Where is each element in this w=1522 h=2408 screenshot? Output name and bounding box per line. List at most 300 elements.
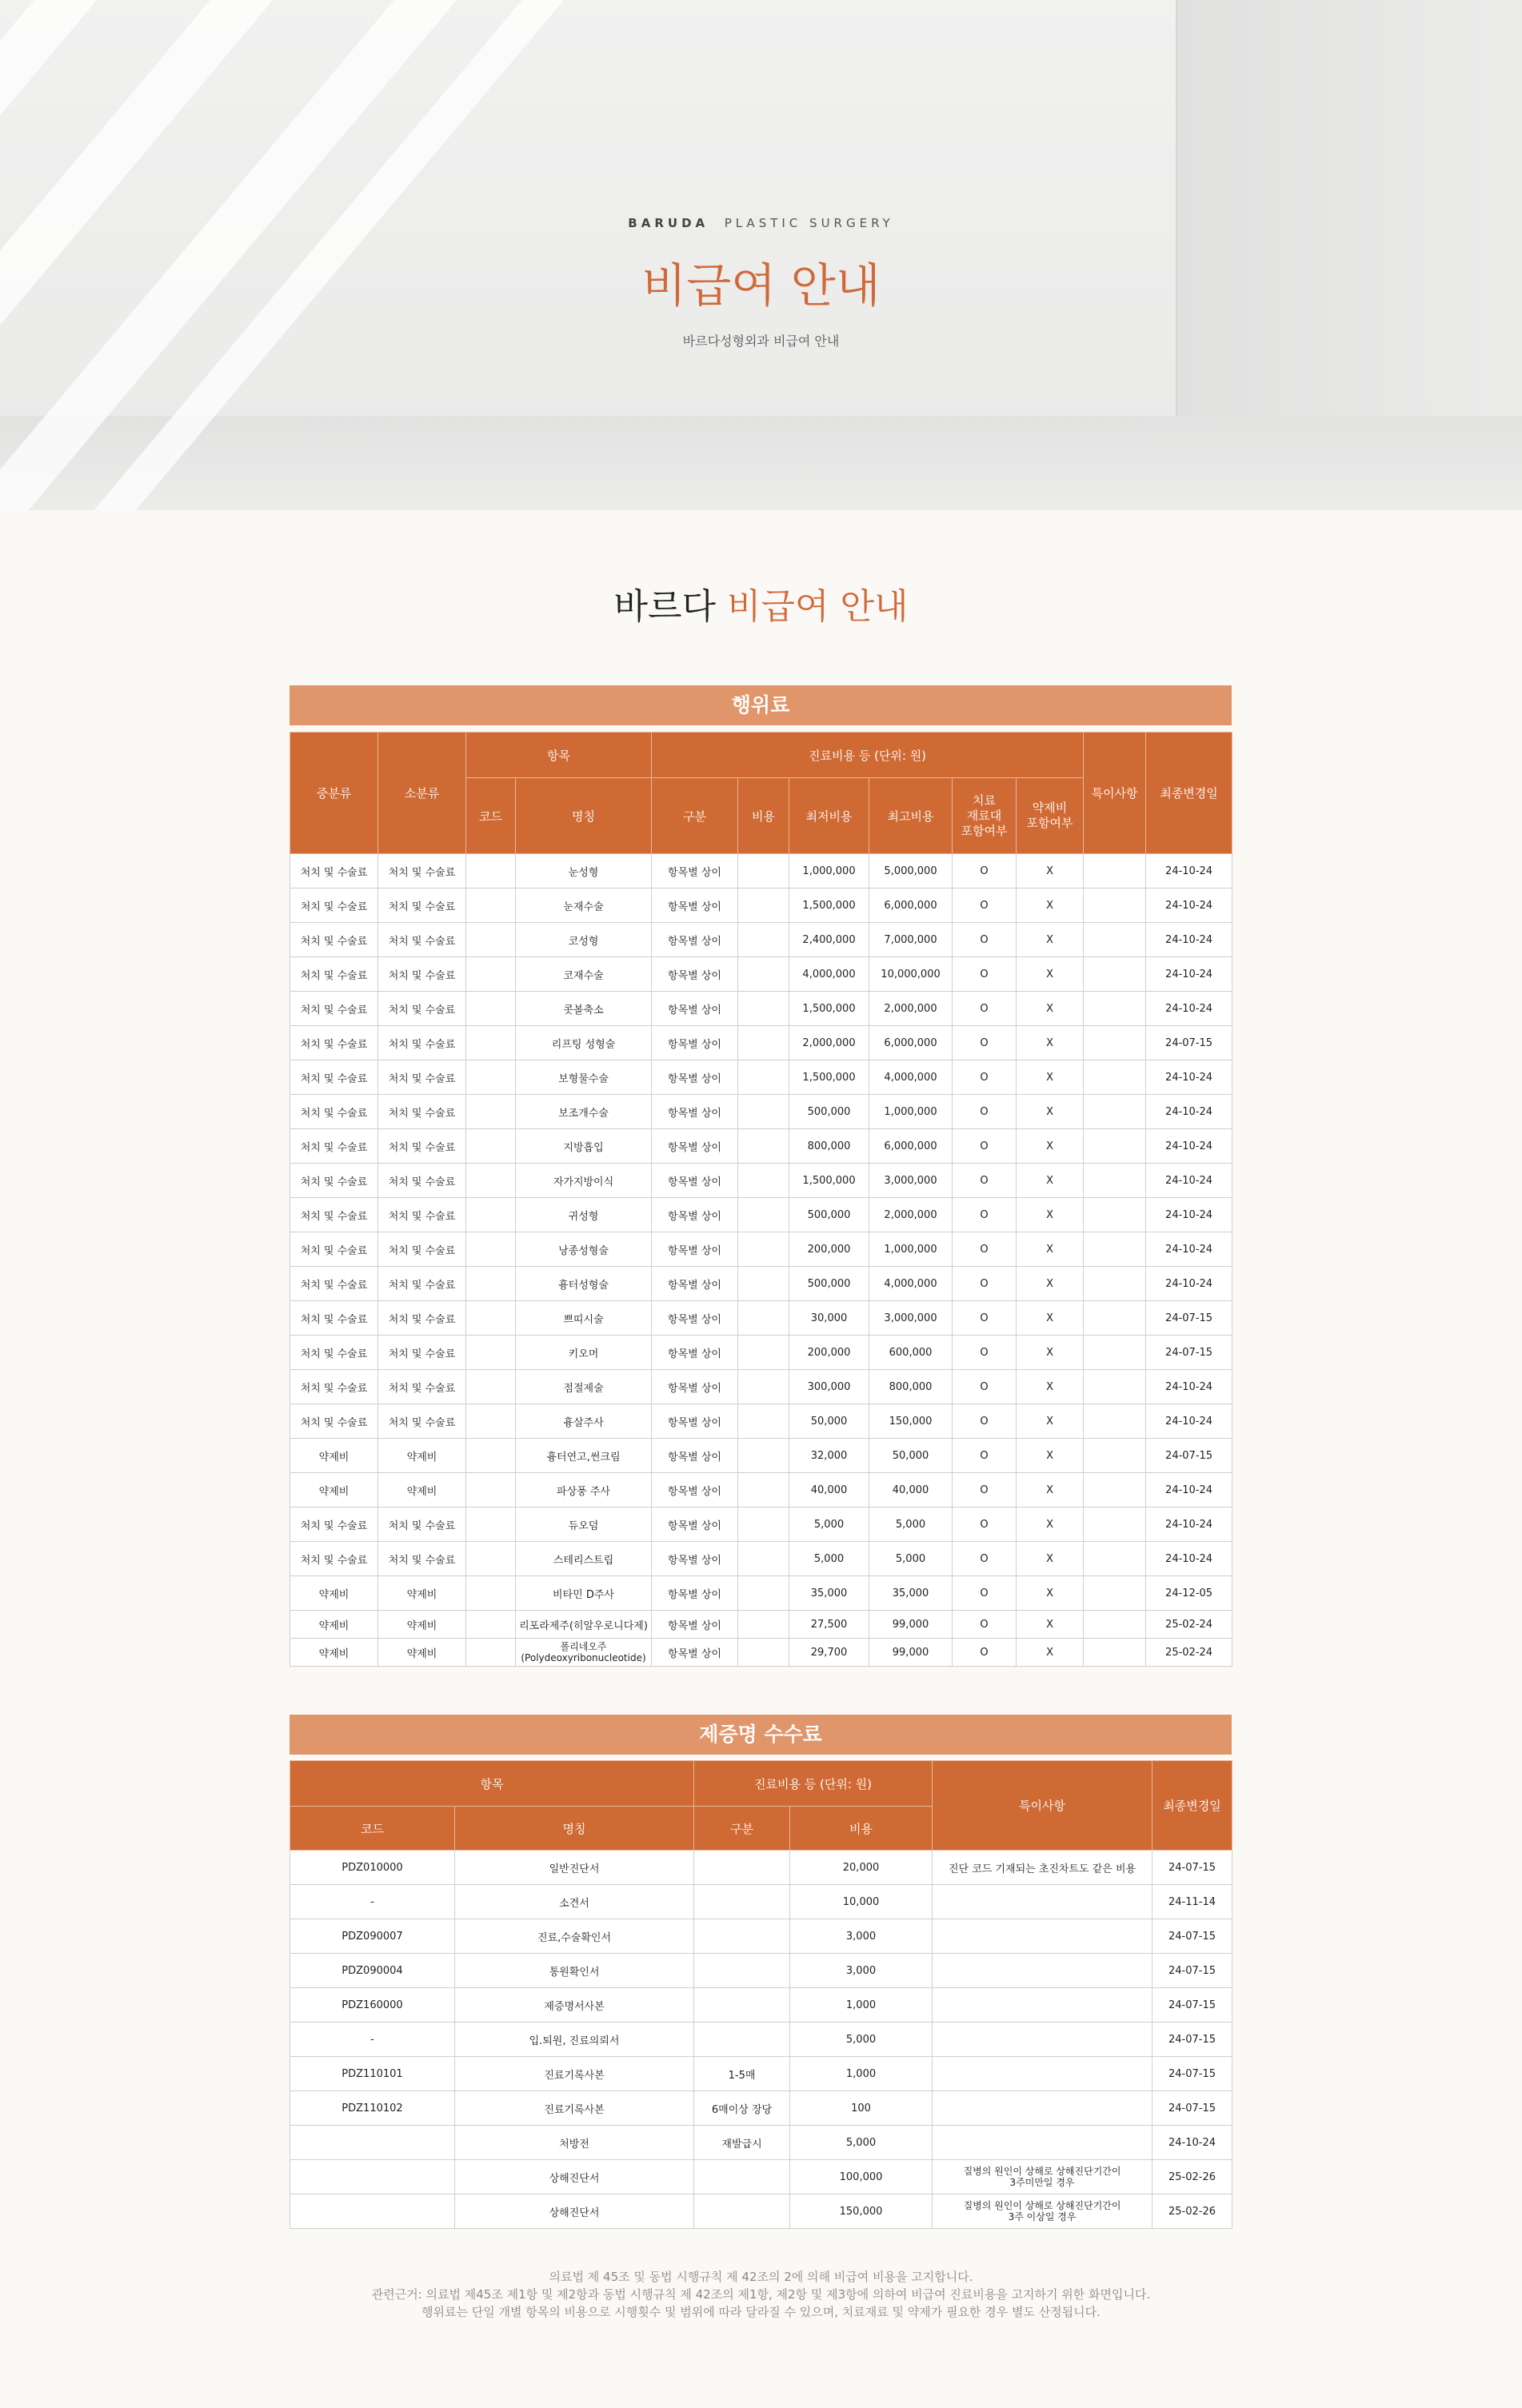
cell-division: 항목별 상이 <box>652 1404 738 1439</box>
cell-sub-category: 처치 및 수술료 <box>378 1336 466 1370</box>
cell-drug: X <box>1017 1576 1084 1611</box>
cell-min-cost: 5,000 <box>789 1507 869 1542</box>
cell-sub-category: 처치 및 수술료 <box>378 889 466 923</box>
cell-division: 항목별 상이 <box>652 1336 738 1370</box>
cell-sub-category: 처치 및 수술료 <box>378 1542 466 1576</box>
cell-sub-category: 처치 및 수술료 <box>378 992 466 1026</box>
table-row <box>290 2126 1232 2160</box>
cell-updated: 24-07-15 <box>1152 2091 1232 2126</box>
cell-name: 상해진단서 <box>455 2160 694 2194</box>
cell-division: 항목별 상이 <box>652 1267 738 1301</box>
header-drug: 약제비 포함여부 <box>1017 778 1084 854</box>
cell-cost <box>738 1507 789 1542</box>
cell-division <box>694 1988 790 2023</box>
cell-drug: X <box>1017 1639 1084 1667</box>
cell-division: 항목별 상이 <box>652 957 738 992</box>
cell-updated: 24-10-24 <box>1146 1473 1232 1507</box>
cell-updated: 24-10-24 <box>1146 1232 1232 1267</box>
cell-material: O <box>953 1026 1017 1060</box>
cell-updated: 25-02-24 <box>1146 1639 1232 1667</box>
cell-max-cost: 50,000 <box>869 1439 953 1473</box>
cell-material: O <box>953 1301 1017 1336</box>
hero-banner <box>0 0 1522 510</box>
cell-name: 제증명서사본 <box>455 1988 694 2023</box>
cell-updated: 24-10-24 <box>1146 889 1232 923</box>
header-item: 항목 <box>290 1761 694 1807</box>
cell-special: 진단 코드 기재되는 초진차트도 같은 비용 <box>933 1851 1152 1885</box>
header-code: 코드 <box>466 778 516 854</box>
header-division: 구분 <box>652 778 738 854</box>
cell-division: 항목별 상이 <box>652 1542 738 1576</box>
cell-drug: X <box>1017 1404 1084 1439</box>
cell-name: 점절제술 <box>516 1370 652 1404</box>
cell-division <box>694 2023 790 2057</box>
cell-code: PDZ010000 <box>290 1851 455 1885</box>
cell-updated: 24-07-15 <box>1146 1026 1232 1060</box>
cell-code <box>466 854 516 889</box>
cell-name: 코재수술 <box>516 957 652 992</box>
cell-division <box>694 1885 790 1919</box>
cell-updated: 24-10-24 <box>1146 957 1232 992</box>
cell-drug: X <box>1017 1164 1084 1198</box>
header-name: 명칭 <box>516 778 652 854</box>
cell-cost <box>738 1611 789 1639</box>
cell-code <box>466 889 516 923</box>
cell-material: O <box>953 923 1017 957</box>
cell-code <box>466 1576 516 1611</box>
cell-division: 항목별 상이 <box>652 889 738 923</box>
header-sub-category: 소분류 <box>378 733 466 854</box>
cell-special <box>933 2023 1152 2057</box>
cell-min-cost: 4,000,000 <box>789 957 869 992</box>
table-row <box>290 2057 1232 2091</box>
cell-division: 항목별 상이 <box>652 1507 738 1542</box>
cell-min-cost: 27,500 <box>789 1611 869 1639</box>
cell-cost <box>738 1542 789 1576</box>
cell-division: 항목별 상이 <box>652 1576 738 1611</box>
cell-cost: 5,000 <box>790 2126 933 2160</box>
cell-special <box>933 1885 1152 1919</box>
cell-mid-category: 처치 및 수술료 <box>290 1232 378 1267</box>
cell-division: 항목별 상이 <box>652 1095 738 1129</box>
cell-name: 리포라제주(히알우로니다제) <box>516 1611 652 1639</box>
cell-material: O <box>953 1507 1017 1542</box>
cell-cost: 1,000 <box>790 2057 933 2091</box>
table-row <box>290 2160 1232 2194</box>
cell-max-cost: 7,000,000 <box>869 923 953 957</box>
cell-sub-category: 처치 및 수술료 <box>378 1232 466 1267</box>
cell-cost <box>738 1439 789 1473</box>
cell-cost <box>738 1639 789 1667</box>
cell-sub-category: 약제비 <box>378 1439 466 1473</box>
table-row <box>290 1164 1232 1198</box>
header-min-cost: 최저비용 <box>789 778 869 854</box>
table-row <box>290 1439 1232 1473</box>
header-division: 구분 <box>694 1807 790 1851</box>
cell-name: 보형물수술 <box>516 1060 652 1095</box>
cell-code: PDZ110101 <box>290 2057 455 2091</box>
header-cost-group: 진료비용 등 (단위: 원) <box>694 1761 933 1807</box>
cell-sub-category: 처치 및 수술료 <box>378 1267 466 1301</box>
fees-table-title: 행위료 <box>290 685 1232 725</box>
cell-max-cost: 800,000 <box>869 1370 953 1404</box>
header-name: 명칭 <box>455 1807 694 1851</box>
table-row <box>290 1129 1232 1164</box>
cell-special <box>1084 1232 1146 1267</box>
cell-division: 항목별 상이 <box>652 1370 738 1404</box>
cell-cost <box>738 923 789 957</box>
cell-cost: 150,000 <box>790 2194 933 2229</box>
table-row <box>290 1954 1232 1988</box>
cell-drug: X <box>1017 1370 1084 1404</box>
cell-mid-category: 처치 및 수술료 <box>290 1164 378 1198</box>
cell-sub-category: 약제비 <box>378 1639 466 1667</box>
cell-sub-category: 처치 및 수술료 <box>378 1060 466 1095</box>
cell-special <box>1084 1301 1146 1336</box>
header-max-cost: 최고비용 <box>869 778 953 854</box>
cell-updated: 24-07-15 <box>1152 1988 1232 2023</box>
cell-cost <box>738 1129 789 1164</box>
cell-updated: 24-07-15 <box>1146 1301 1232 1336</box>
cell-code <box>290 2126 455 2160</box>
cell-min-cost: 29,700 <box>789 1639 869 1667</box>
table-row <box>290 1576 1232 1611</box>
cell-sub-category: 약제비 <box>378 1611 466 1639</box>
cell-special <box>1084 1129 1146 1164</box>
cell-division: 항목별 상이 <box>652 1439 738 1473</box>
cell-updated: 24-10-24 <box>1146 1507 1232 1542</box>
cell-division: 항목별 상이 <box>652 1026 738 1060</box>
cell-name: 보조개수술 <box>516 1095 652 1129</box>
cell-cost: 20,000 <box>790 1851 933 1885</box>
cell-mid-category: 처치 및 수술료 <box>290 1129 378 1164</box>
cell-max-cost: 35,000 <box>869 1576 953 1611</box>
header-material: 치료 재료대 포함여부 <box>953 778 1017 854</box>
cell-division: 항목별 상이 <box>652 1129 738 1164</box>
cell-drug: X <box>1017 1507 1084 1542</box>
cell-mid-category: 처치 및 수술료 <box>290 1370 378 1404</box>
cell-name: 비타민 D주사 <box>516 1576 652 1611</box>
cell-min-cost: 300,000 <box>789 1370 869 1404</box>
cell-drug: X <box>1017 992 1084 1026</box>
cell-updated: 24-10-24 <box>1152 2126 1232 2160</box>
cell-sub-category: 처치 및 수술료 <box>378 1507 466 1542</box>
cell-cost <box>738 1198 789 1232</box>
cell-cost <box>738 957 789 992</box>
table-row <box>290 1404 1232 1439</box>
cell-code <box>466 1026 516 1060</box>
cell-mid-category: 처치 및 수술료 <box>290 992 378 1026</box>
cell-updated: 24-10-24 <box>1146 1198 1232 1232</box>
cell-material: O <box>953 1404 1017 1439</box>
cell-drug: X <box>1017 854 1084 889</box>
table-row <box>290 1851 1232 1885</box>
cell-division <box>694 1919 790 1954</box>
cell-min-cost: 1,500,000 <box>789 889 869 923</box>
cell-sub-category: 약제비 <box>378 1576 466 1611</box>
cell-code <box>466 1336 516 1370</box>
cell-min-cost: 500,000 <box>789 1198 869 1232</box>
cell-name: 진료,수술확인서 <box>455 1919 694 1954</box>
cell-material: O <box>953 1611 1017 1639</box>
cell-material: O <box>953 1542 1017 1576</box>
cell-min-cost: 5,000 <box>789 1542 869 1576</box>
cell-max-cost: 5,000 <box>869 1507 953 1542</box>
cell-name: 입.퇴원, 진료의뢰서 <box>455 2023 694 2057</box>
cell-min-cost: 35,000 <box>789 1576 869 1611</box>
cell-name: 낭종성형술 <box>516 1232 652 1267</box>
cell-division: 항목별 상이 <box>652 1198 738 1232</box>
table-row <box>290 854 1232 889</box>
cell-min-cost: 1,500,000 <box>789 1060 869 1095</box>
cell-min-cost: 2,400,000 <box>789 923 869 957</box>
cell-material: O <box>953 1095 1017 1129</box>
cell-special <box>933 2091 1152 2126</box>
cell-name: 진료기록사본 <box>455 2057 694 2091</box>
table-row <box>290 1507 1232 1542</box>
cell-material: O <box>953 1129 1017 1164</box>
header-item: 항목 <box>466 733 652 778</box>
cell-special <box>933 2126 1152 2160</box>
cell-name: 처방전 <box>455 2126 694 2160</box>
cell-division <box>694 2194 790 2229</box>
cell-special <box>1084 1576 1146 1611</box>
cell-max-cost: 2,000,000 <box>869 992 953 1026</box>
cell-code <box>466 1164 516 1198</box>
cell-drug: X <box>1017 1542 1084 1576</box>
cell-cost <box>738 889 789 923</box>
cell-updated: 24-10-24 <box>1146 1129 1232 1164</box>
cell-cost <box>738 1164 789 1198</box>
cell-cost <box>738 1232 789 1267</box>
table-row <box>290 1473 1232 1507</box>
cell-mid-category: 처치 및 수술료 <box>290 854 378 889</box>
cell-sub-category: 처치 및 수술료 <box>378 957 466 992</box>
cell-updated: 24-10-24 <box>1146 1370 1232 1404</box>
hero-floor <box>0 416 1522 510</box>
cell-cost: 5,000 <box>790 2023 933 2057</box>
cell-division <box>694 2160 790 2194</box>
table-row <box>290 1919 1232 1954</box>
legal-line: 관련근거: 의료법 제45조 제1항 및 제2항과 동법 시행규칙 제 42조의 제1항, 제2항 및 제3항에 의하여 비급여 진료비용을 고지하기 위한 화면입니다. <box>371 2287 1151 2302</box>
cell-max-cost: 6,000,000 <box>869 1026 953 1060</box>
cell-name: 스테리스트립 <box>516 1542 652 1576</box>
cell-updated: 24-10-24 <box>1146 1095 1232 1129</box>
cell-cost: 100,000 <box>790 2160 933 2194</box>
cell-mid-category: 처치 및 수술료 <box>290 1198 378 1232</box>
cell-updated: 25-02-24 <box>1146 1611 1232 1639</box>
cell-drug: X <box>1017 1060 1084 1095</box>
cell-special <box>1084 1336 1146 1370</box>
cell-cost <box>738 1473 789 1507</box>
cell-name: 콧볼축소 <box>516 992 652 1026</box>
cell-division: 6매이상 장당 <box>694 2091 790 2126</box>
cell-mid-category: 처치 및 수술료 <box>290 1095 378 1129</box>
table-row <box>290 1336 1232 1370</box>
cell-max-cost: 99,000 <box>869 1611 953 1639</box>
cell-name: 리프팅 성형술 <box>516 1026 652 1060</box>
cell-mid-category: 처치 및 수술료 <box>290 957 378 992</box>
cell-name: 눈성형 <box>516 854 652 889</box>
header-code: 코드 <box>290 1807 455 1851</box>
cell-updated: 24-10-24 <box>1146 992 1232 1026</box>
cell-updated: 24-10-24 <box>1146 923 1232 957</box>
cell-max-cost: 4,000,000 <box>869 1267 953 1301</box>
cell-sub-category: 약제비 <box>378 1473 466 1507</box>
cell-division <box>694 1851 790 1885</box>
header-special: 특이사항 <box>1084 733 1146 854</box>
table-row <box>290 1026 1232 1060</box>
cell-code <box>466 1611 516 1639</box>
cell-special <box>1084 1198 1146 1232</box>
cell-drug: X <box>1017 1301 1084 1336</box>
cell-drug: X <box>1017 923 1084 957</box>
cell-special <box>1084 1639 1146 1667</box>
cell-drug: X <box>1017 1267 1084 1301</box>
cell-min-cost: 1,500,000 <box>789 992 869 1026</box>
cell-sub-category: 처치 및 수술료 <box>378 1301 466 1336</box>
cell-cost <box>738 1060 789 1095</box>
cell-max-cost: 4,000,000 <box>869 1060 953 1095</box>
cell-updated: 24-10-24 <box>1146 1060 1232 1095</box>
table-row <box>290 2091 1232 2126</box>
cell-special <box>1084 1267 1146 1301</box>
legal-line: 행위료는 단일 개별 항목의 비용으로 시행횟수 및 범위에 따라 달라질 수 있으며, 치료재료 및 약제가 필요한 경우 별도 산정됩니다. <box>421 2305 1101 2319</box>
cell-min-cost: 50,000 <box>789 1404 869 1439</box>
cell-cost: 1,000 <box>790 1988 933 2023</box>
header-special: 특이사항 <box>933 1761 1152 1851</box>
cell-updated: 24-07-15 <box>1152 1919 1232 1954</box>
cell-code <box>466 1095 516 1129</box>
cell-sub-category: 처치 및 수술료 <box>378 1129 466 1164</box>
cell-cost: 10,000 <box>790 1885 933 1919</box>
cell-division: 항목별 상이 <box>652 1473 738 1507</box>
cell-cost <box>738 1301 789 1336</box>
cell-code <box>466 1639 516 1667</box>
cell-mid-category: 약제비 <box>290 1473 378 1507</box>
cell-name: 폴리네오주 (Polydeoxyribonucleotide) <box>516 1639 652 1667</box>
cell-name: 눈재수술 <box>516 889 652 923</box>
cell-material: O <box>953 1439 1017 1473</box>
cell-min-cost: 500,000 <box>789 1095 869 1129</box>
cell-updated: 24-07-15 <box>1152 1954 1232 1988</box>
cell-special <box>1084 957 1146 992</box>
cell-code: - <box>290 1885 455 1919</box>
cell-updated: 24-10-24 <box>1146 1164 1232 1198</box>
cell-drug: X <box>1017 1129 1084 1164</box>
cell-max-cost: 600,000 <box>869 1336 953 1370</box>
cell-special <box>1084 1507 1146 1542</box>
cell-name: 흉터성형술 <box>516 1267 652 1301</box>
cell-material: O <box>953 1473 1017 1507</box>
cell-sub-category: 처치 및 수술료 <box>378 923 466 957</box>
cell-division: 항목별 상이 <box>652 1611 738 1639</box>
cell-sub-category: 처치 및 수술료 <box>378 854 466 889</box>
cell-drug: X <box>1017 957 1084 992</box>
cell-mid-category: 처치 및 수술료 <box>290 1060 378 1095</box>
cell-name: 파상풍 주사 <box>516 1473 652 1507</box>
cell-max-cost: 3,000,000 <box>869 1164 953 1198</box>
cell-material: O <box>953 992 1017 1026</box>
cell-sub-category: 처치 및 수술료 <box>378 1404 466 1439</box>
cell-min-cost: 200,000 <box>789 1336 869 1370</box>
cell-code <box>290 2160 455 2194</box>
page-title: 비급여 안내 <box>641 258 881 313</box>
cell-max-cost: 40,000 <box>869 1473 953 1507</box>
cell-special <box>933 1988 1152 2023</box>
cell-cost: 100 <box>790 2091 933 2126</box>
cell-max-cost: 3,000,000 <box>869 1301 953 1336</box>
cert-table-title: 제증명 수수료 <box>290 1715 1232 1755</box>
cell-division: 항목별 상이 <box>652 1232 738 1267</box>
cell-max-cost: 5,000 <box>869 1542 953 1576</box>
table-row <box>290 1542 1232 1576</box>
cell-updated: 25-02-26 <box>1152 2194 1232 2229</box>
table-row <box>290 1370 1232 1404</box>
legal-line: 의료법 제 45조 및 동법 시행규칙 제 42조의 2에 의해 비급여 비용을 고지합니다. <box>549 2270 973 2284</box>
cell-code <box>466 1507 516 1542</box>
cell-special: 질병의 원인이 상해로 상해진단기간이 3주미만일 경우 <box>933 2160 1152 2194</box>
cell-updated: 24-10-24 <box>1146 854 1232 889</box>
table-row <box>290 923 1232 957</box>
cell-division: 항목별 상이 <box>652 854 738 889</box>
cell-name: 키오머 <box>516 1336 652 1370</box>
cell-code <box>466 1439 516 1473</box>
cell-material: O <box>953 889 1017 923</box>
header-cost-group: 진료비용 등 (단위: 원) <box>652 733 1084 778</box>
cell-code: PDZ090007 <box>290 1919 455 1954</box>
table-row <box>290 1232 1232 1267</box>
cell-code <box>466 923 516 957</box>
table-row <box>290 1060 1232 1095</box>
cell-code <box>290 2194 455 2229</box>
cell-max-cost: 99,000 <box>869 1639 953 1667</box>
cell-special <box>1084 1404 1146 1439</box>
cell-name: 자가지방이식 <box>516 1164 652 1198</box>
cell-sub-category: 처치 및 수술료 <box>378 1026 466 1060</box>
header-mid-category: 중분류 <box>290 733 378 854</box>
cell-code <box>466 1404 516 1439</box>
cell-updated: 24-10-24 <box>1146 1404 1232 1439</box>
cell-name: 지방흡입 <box>516 1129 652 1164</box>
cell-code <box>466 1370 516 1404</box>
header-cost: 비용 <box>790 1807 933 1851</box>
cell-special <box>1084 1542 1146 1576</box>
cell-special <box>933 2057 1152 2091</box>
cell-min-cost: 32,000 <box>789 1439 869 1473</box>
cell-name: 귀성형 <box>516 1198 652 1232</box>
cell-mid-category: 약제비 <box>290 1439 378 1473</box>
cell-code <box>466 1267 516 1301</box>
cell-drug: X <box>1017 889 1084 923</box>
cell-division: 항목별 상이 <box>652 992 738 1026</box>
cell-special <box>1084 1473 1146 1507</box>
hero-corner <box>1176 0 1177 416</box>
cell-mid-category: 처치 및 수술료 <box>290 1026 378 1060</box>
cell-min-cost: 1,500,000 <box>789 1164 869 1198</box>
cert-table <box>290 1760 1232 2229</box>
cell-mid-category: 약제비 <box>290 1639 378 1667</box>
table-row <box>290 1611 1232 1639</box>
cell-mid-category: 처치 및 수술료 <box>290 889 378 923</box>
cell-special <box>1084 992 1146 1026</box>
cell-code: PDZ110102 <box>290 2091 455 2126</box>
header-cost: 비용 <box>738 778 789 854</box>
cell-division <box>694 1954 790 1988</box>
cell-updated: 24-07-15 <box>1152 2023 1232 2057</box>
cell-code <box>466 1542 516 1576</box>
cell-updated: 24-07-15 <box>1146 1439 1232 1473</box>
